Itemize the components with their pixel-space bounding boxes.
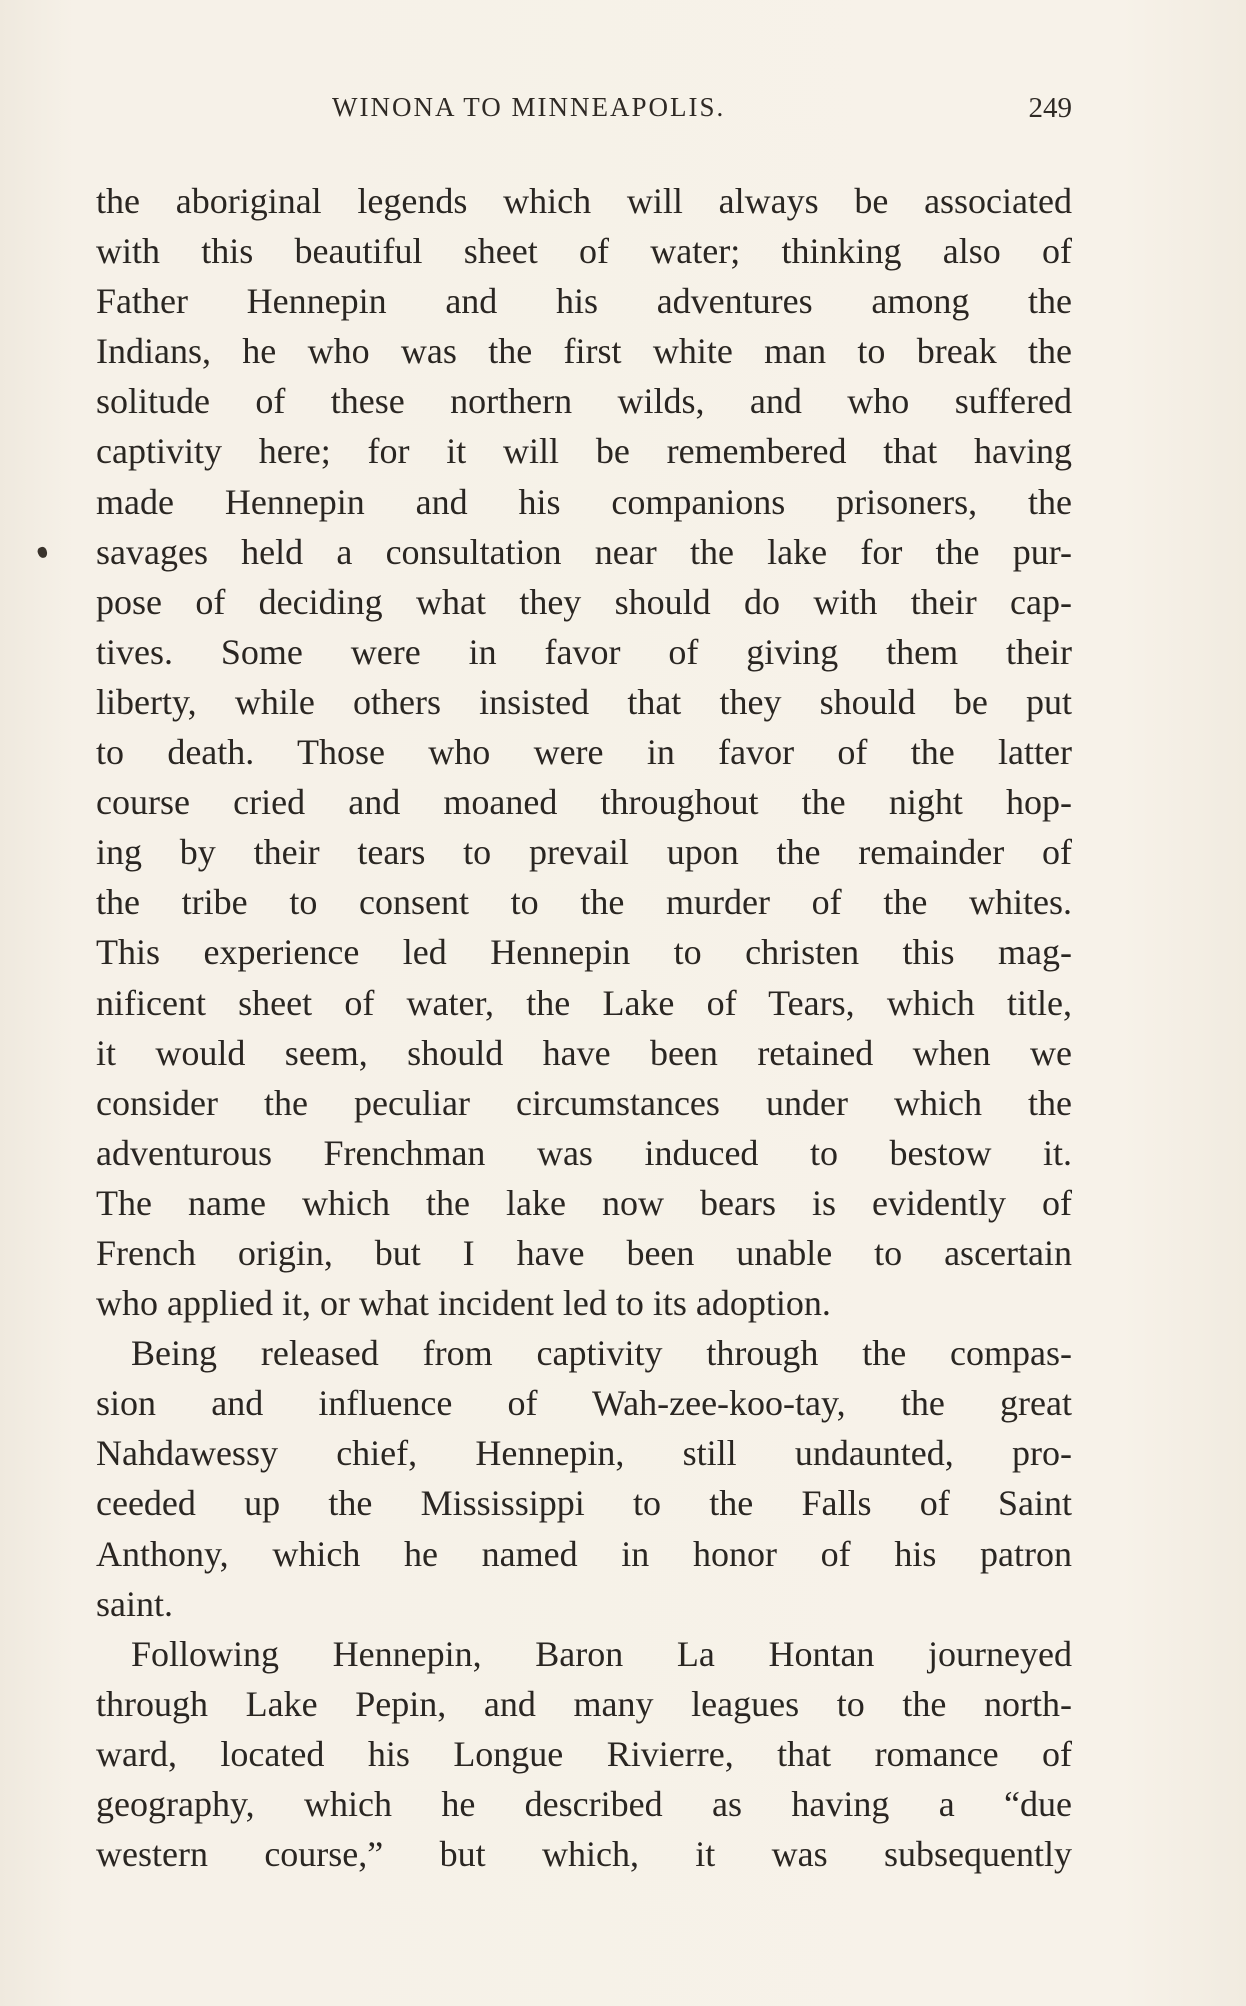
margin-ink-mark xyxy=(36,546,48,559)
text-line: adventurous Frenchman was induced to bestow it. xyxy=(96,1132,1072,1173)
text-line: with this beautiful sheet of water; thinking also of xyxy=(96,231,1072,272)
text-line: Father Hennepin and his adventures among the xyxy=(96,281,1072,322)
text-line: pose of deciding what they should do with their cap- xyxy=(96,581,1072,622)
text-line: made Hennepin and his companions prisoners, the xyxy=(96,481,1072,522)
text-line: the tribe to consent to the murder of the whites. xyxy=(96,882,1072,923)
text-line: consider the peculiar circumstances under which the xyxy=(96,1082,1072,1123)
body-text xyxy=(96,176,1072,1879)
text-line: Indians, he who was the first white man to break the xyxy=(96,331,1072,372)
text-line: who applied it, or what incident led to its adoption. xyxy=(96,1283,831,1324)
text-line: western course,” but which, it was subsequently xyxy=(96,1834,1072,1875)
text-line: The name which the lake now bears is evidently of xyxy=(96,1182,1072,1223)
page-header xyxy=(96,92,1072,132)
text-line: tives. Some were in favor of giving them their xyxy=(96,631,1072,672)
text-line: captivity here; for it will be remembered that having xyxy=(96,431,1072,472)
text-line: Anthony, which he named in honor of his patron xyxy=(96,1533,1072,1574)
running-title: WINONA TO MINNEAPOLIS. xyxy=(332,92,726,122)
text-line: solitude of these northern wilds, and who suffered xyxy=(96,381,1072,422)
text-line: the aboriginal legends which will always be associated xyxy=(96,181,1072,221)
text-line: ing by their tears to prevail upon the remainder of xyxy=(96,832,1072,873)
text-line: liberty, while others insisted that they should be put xyxy=(96,681,1072,722)
text-line: saint. xyxy=(96,1583,173,1624)
text-line: ceeded up the Mississippi to the Falls of Saint xyxy=(96,1483,1072,1524)
text-line: savages held a consultation near the lake for the pur- xyxy=(96,531,1072,572)
text-line: Nahdawessy chief, Hennepin, still undaunted, pro- xyxy=(96,1433,1072,1474)
text-line: sion and influence of Wah-zee-koo-tay, the great xyxy=(96,1383,1072,1424)
text-line: Being released from captivity through the compas- xyxy=(131,1333,1072,1374)
text-line: to death. Those who were in favor of the latter xyxy=(96,732,1072,773)
text-line: through Lake Pepin, and many leagues to the north- xyxy=(96,1683,1072,1724)
text-line: nificent sheet of water, the Lake of Tears, which title, xyxy=(96,982,1072,1023)
text-line: ward, located his Longue Rivierre, that romance of xyxy=(96,1733,1072,1774)
text-line: geography, which he described as having a “due xyxy=(96,1784,1072,1824)
text-line: This experience led Hennepin to christen this mag- xyxy=(96,932,1072,973)
text-line: course cried and moaned throughout the night hop- xyxy=(96,782,1072,823)
text-line: Following Hennepin, Baron La Hontan journeyed xyxy=(131,1633,1072,1674)
text-line: it would seem, should have been retained when we xyxy=(96,1032,1072,1073)
text-line: French origin, but I have been unable to ascertain xyxy=(96,1232,1072,1273)
page-number: 249 xyxy=(1028,92,1072,124)
